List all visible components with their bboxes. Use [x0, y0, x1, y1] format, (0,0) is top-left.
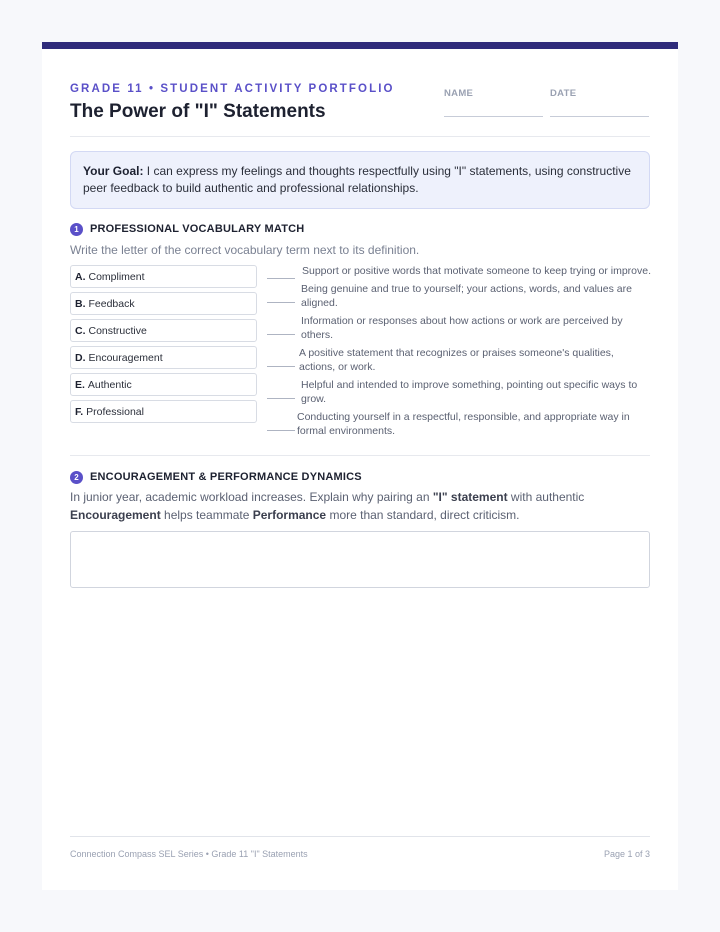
definition-text: Support or positive words that motivate someone to keep trying or improve. [302, 265, 652, 277]
header-divider [70, 136, 650, 137]
portfolio-kicker: GRADE 11 • STUDENT ACTIVITY PORTFOLIO [70, 83, 395, 95]
term-item [70, 265, 257, 288]
definition-text: Helpful and intended to improve something, pointing out specific ways to grow. [301, 379, 638, 405]
answer-blank[interactable] [267, 366, 295, 367]
prompt-text: more than standard, direct criticism. [326, 507, 520, 522]
footer-divider [70, 836, 650, 837]
section-2-prompt [70, 489, 650, 524]
goal-label: Your Goal: [83, 164, 144, 178]
answer-blank[interactable] [267, 334, 295, 335]
term-letter: C. [75, 324, 86, 337]
prompt-text: with authentic [507, 490, 585, 504]
prompt-text: In junior year, academic workload increases. Explain why pairing an [70, 490, 433, 504]
section-1-heading [70, 221, 304, 237]
term-letter: A. [75, 270, 86, 283]
term-word: Professional [86, 405, 144, 418]
page-number: Page 1 of 3 [603, 849, 650, 859]
term-word: Encouragement [88, 351, 163, 364]
prompt-text: helps teammate [160, 507, 253, 522]
section-divider [70, 455, 650, 456]
term-item [70, 373, 257, 396]
section-1-title: PROFESSIONAL VOCABULARY MATCH [90, 223, 305, 235]
page-title: The Power of "I" Statements [70, 101, 326, 122]
date-label: DATE [550, 88, 577, 99]
goal-callout [70, 151, 650, 209]
response-textarea[interactable] [70, 531, 650, 588]
term-letter: F. [75, 405, 84, 418]
section-1-instruction: Write the letter of the correct vocabulary term next to its definition. [70, 243, 420, 257]
section-2-number: 2 [70, 471, 83, 484]
term-word: Feedback [88, 297, 135, 310]
prompt-emphasis: Encouragement [70, 507, 161, 522]
goal-text: I can express my feelings and thoughts respectfully using "I" statements, using constructive peer feedback to build authentic and professional relationships. [83, 164, 631, 195]
name-label: NAME [444, 88, 474, 99]
term-item [70, 400, 257, 423]
term-letter: B. [75, 297, 86, 310]
term-item [70, 319, 257, 342]
section-1-number: 1 [70, 223, 83, 236]
answer-blank[interactable] [267, 302, 295, 303]
term-letter: D. [75, 351, 86, 364]
name-field[interactable] [444, 116, 543, 117]
prompt-emphasis: Performance [252, 507, 327, 522]
date-field[interactable] [550, 116, 649, 117]
header-accent-bar [42, 42, 678, 49]
section-2-heading [70, 469, 362, 485]
term-word: Authentic [87, 378, 132, 391]
term-letter: E. [75, 378, 85, 391]
answer-blank[interactable] [267, 430, 295, 431]
worksheet-page [42, 42, 678, 890]
answer-blank[interactable] [267, 278, 295, 279]
term-item [70, 292, 257, 315]
term-item [70, 346, 257, 369]
footer-series: Connection Compass SEL Series • Grade 11 "I" Statements [70, 849, 308, 859]
definition-text: A positive statement that recognizes or praises someone's qualities, actions, or work. [299, 347, 614, 373]
term-word: Compliment [88, 270, 145, 283]
prompt-emphasis: "I" statement [432, 490, 508, 504]
term-word: Constructive [88, 324, 147, 337]
definition-text: Being genuine and true to yourself; your actions, words, and values are aligned. [301, 283, 632, 309]
definition-text: Conducting yourself in a respectful, responsible, and appropriate way in formal environments. [297, 411, 630, 437]
section-2-title: ENCOURAGEMENT & PERFORMANCE DYNAMICS [90, 471, 362, 483]
answer-blank[interactable] [267, 398, 295, 399]
definition-text: Information or responses about how actions or work are perceived by others. [301, 315, 623, 341]
